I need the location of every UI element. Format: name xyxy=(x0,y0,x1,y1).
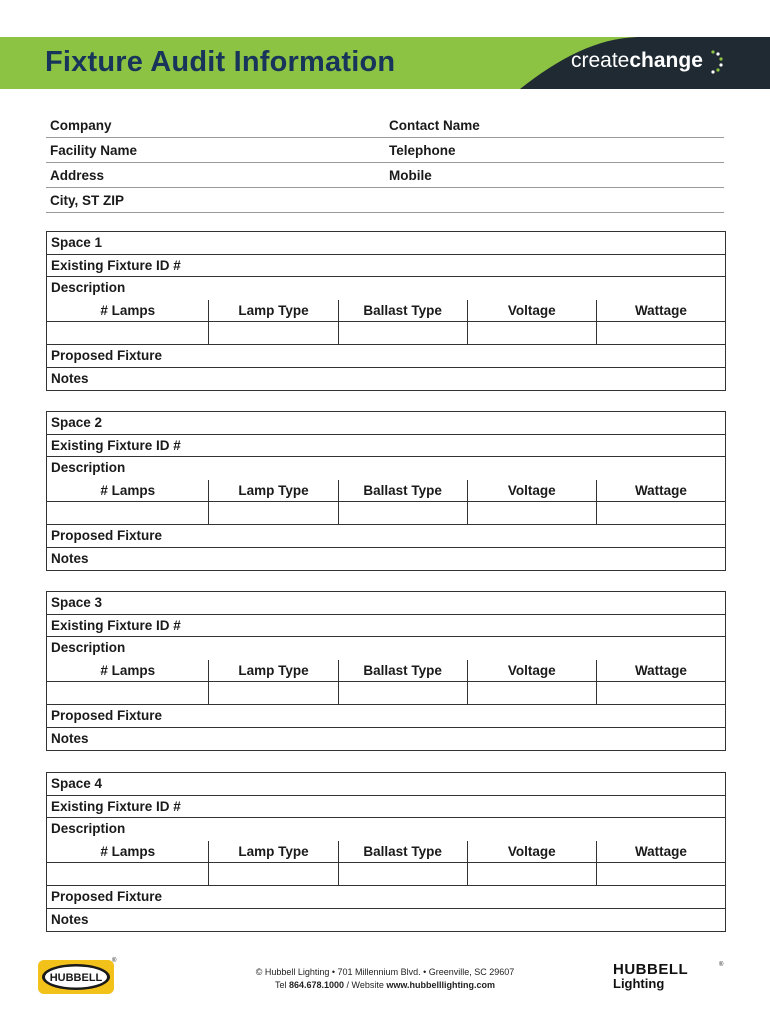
entry-cell[interactable] xyxy=(209,322,338,344)
space-block xyxy=(46,411,726,571)
brand-bold: change xyxy=(629,49,703,72)
footer-line-2 xyxy=(200,979,570,992)
existing-fixture-row[interactable] xyxy=(47,615,725,638)
entry-cell[interactable] xyxy=(597,502,725,524)
entry-cell[interactable] xyxy=(339,863,468,885)
column-header: # Lamps xyxy=(47,480,209,502)
column-header: Wattage xyxy=(634,302,687,318)
column-header: Voltage xyxy=(468,841,597,863)
space-title-row xyxy=(47,412,725,435)
existing-fixture-row[interactable] xyxy=(47,435,725,458)
notes-label: Notes xyxy=(51,550,89,566)
logo-word-lighting: Lighting xyxy=(613,976,665,991)
column-header-row xyxy=(47,660,725,683)
company-info-block xyxy=(46,113,724,213)
column-header: Lamp Type xyxy=(209,300,338,322)
space-block xyxy=(46,231,726,391)
header-band xyxy=(0,37,770,89)
address-label: Address xyxy=(50,168,105,183)
proposed-fixture-label: Proposed Fixture xyxy=(51,347,163,363)
hubbell-lighting-logo xyxy=(613,962,723,991)
proposed-fixture-label: Proposed Fixture xyxy=(51,527,163,543)
entry-row xyxy=(47,502,725,525)
footer-tel: 864.678.1000 xyxy=(288,980,345,990)
column-header: Ballast Type xyxy=(339,480,468,502)
column-header: # Lamps xyxy=(47,841,209,863)
mobile-label: Mobile xyxy=(389,168,432,183)
column-header: Wattage xyxy=(634,482,687,498)
existing-fixture-row[interactable] xyxy=(47,796,725,819)
entry-cell[interactable] xyxy=(47,322,209,344)
company-label: Company xyxy=(50,118,112,133)
column-header: Lamp Type xyxy=(209,660,338,682)
description-label: Description xyxy=(51,280,126,296)
column-header: Ballast Type xyxy=(339,300,468,322)
createchange-logo xyxy=(571,49,703,73)
column-header: Lamp Type xyxy=(209,480,338,502)
entry-row xyxy=(47,863,725,886)
existing-fixture-label: Existing Fixture ID # xyxy=(51,257,181,273)
entry-cell[interactable] xyxy=(339,322,468,344)
website-prefix: / Website xyxy=(344,980,387,990)
entry-cell[interactable] xyxy=(47,863,209,885)
tel-prefix: Tel xyxy=(274,980,289,990)
space-block xyxy=(46,772,726,932)
description-label: Description xyxy=(51,640,126,656)
space-title: Space 3 xyxy=(51,595,103,610)
entry-cell[interactable] xyxy=(209,502,338,524)
existing-fixture-row[interactable] xyxy=(47,255,725,278)
column-header-row xyxy=(47,480,725,503)
entry-cell[interactable] xyxy=(339,682,468,704)
existing-fixture-label: Existing Fixture ID # xyxy=(51,437,181,453)
entry-cell[interactable] xyxy=(47,682,209,704)
entry-cell[interactable] xyxy=(597,682,725,704)
info-row-address xyxy=(46,163,724,188)
description-row[interactable] xyxy=(47,637,725,660)
column-header: Wattage xyxy=(634,662,687,678)
proposed-fixture-row[interactable] xyxy=(47,886,725,909)
column-header: Ballast Type xyxy=(339,660,468,682)
proposed-fixture-row[interactable] xyxy=(47,705,725,728)
badge-reg-mark: ® xyxy=(112,958,117,964)
info-row-company xyxy=(46,113,724,138)
notes-label: Notes xyxy=(51,370,89,386)
entry-cell[interactable] xyxy=(468,502,597,524)
space-title: Space 1 xyxy=(51,235,103,250)
contact-name-label: Contact Name xyxy=(389,118,480,133)
brand-dots-icon xyxy=(707,49,727,75)
footer-address xyxy=(200,966,570,992)
existing-fixture-label: Existing Fixture ID # xyxy=(51,798,181,814)
column-header: # Lamps xyxy=(47,300,209,322)
notes-row[interactable] xyxy=(47,728,725,751)
existing-fixture-label: Existing Fixture ID # xyxy=(51,617,181,633)
description-label: Description xyxy=(51,821,126,837)
proposed-fixture-row[interactable] xyxy=(47,345,725,368)
badge-text: HUBBELL xyxy=(49,972,103,984)
space-title-row xyxy=(47,592,725,615)
column-header: Voltage xyxy=(468,660,597,682)
city-st-zip-label: City, ST ZIP xyxy=(50,193,125,208)
entry-cell[interactable] xyxy=(468,682,597,704)
entry-cell[interactable] xyxy=(209,863,338,885)
column-header: Ballast Type xyxy=(339,841,468,863)
entry-cell[interactable] xyxy=(339,502,468,524)
logo-reg-mark: ® xyxy=(719,962,724,968)
entry-cell[interactable] xyxy=(597,322,725,344)
brand-regular: create xyxy=(571,49,630,72)
column-header: Lamp Type xyxy=(209,841,338,863)
space-title-row xyxy=(47,773,725,796)
column-header: Voltage xyxy=(468,300,597,322)
entry-cell[interactable] xyxy=(209,682,338,704)
entry-cell[interactable] xyxy=(468,322,597,344)
column-header: # Lamps xyxy=(47,660,209,682)
notes-label: Notes xyxy=(51,911,89,927)
column-header-row xyxy=(47,300,725,323)
space-title: Space 2 xyxy=(51,415,103,430)
info-row-facility xyxy=(46,138,724,163)
entry-cell[interactable] xyxy=(47,502,209,524)
hubbell-badge-logo xyxy=(38,958,117,994)
entry-cell[interactable] xyxy=(597,863,725,885)
notes-row[interactable] xyxy=(47,368,725,391)
column-header: Wattage xyxy=(634,843,687,859)
proposed-fixture-row[interactable] xyxy=(47,525,725,548)
space-block xyxy=(46,591,726,751)
notes-row[interactable] xyxy=(47,909,725,932)
proposed-fixture-label: Proposed Fixture xyxy=(51,707,163,723)
space-title: Space 4 xyxy=(51,776,103,791)
telephone-label: Telephone xyxy=(389,143,456,158)
footer-line-1: © Hubbell Lighting • 701 Millennium Blvd. • Greenville, SC 29607 xyxy=(255,967,515,977)
facility-name-label: Facility Name xyxy=(50,143,138,158)
description-row[interactable] xyxy=(47,818,725,841)
logo-word-hubbell: HUBBELL xyxy=(613,961,689,978)
notes-row[interactable] xyxy=(47,548,725,571)
column-header-row xyxy=(47,841,725,864)
info-row-city xyxy=(46,188,724,213)
space-title-row xyxy=(47,232,725,255)
column-header: Voltage xyxy=(468,480,597,502)
entry-row xyxy=(47,682,725,705)
proposed-fixture-label: Proposed Fixture xyxy=(51,888,163,904)
entry-row xyxy=(47,322,725,345)
notes-label: Notes xyxy=(51,730,89,746)
footer-website[interactable]: www.hubbelllighting.com xyxy=(386,980,496,990)
description-row[interactable] xyxy=(47,277,725,300)
description-label: Description xyxy=(51,460,126,476)
page-title: Fixture Audit Information xyxy=(45,46,396,78)
description-row[interactable] xyxy=(47,457,725,480)
entry-cell[interactable] xyxy=(468,863,597,885)
